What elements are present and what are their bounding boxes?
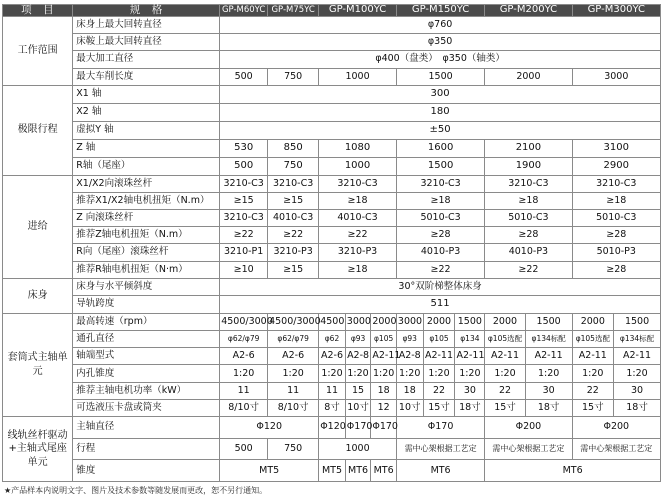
table-row	[3, 244, 661, 261]
cell-value: 1:20	[525, 365, 572, 382]
header-item: 项 目	[3, 5, 73, 17]
table-row	[3, 157, 661, 175]
cell-value: MT5	[319, 460, 346, 482]
cell-value: ≥15	[268, 261, 319, 278]
row-label: 行程	[73, 438, 220, 460]
cell-value: 1:20	[268, 365, 319, 382]
cell-value: φ760	[220, 17, 661, 34]
cell-value: A2-11	[371, 348, 397, 365]
cell-value: Φ120	[220, 416, 319, 438]
row-label: 内孔锥度	[73, 365, 220, 382]
cell-value: Φ170	[371, 416, 397, 438]
cell-value: 12	[371, 399, 397, 416]
cell-value: 3100	[572, 139, 660, 157]
cell-value: 1:20	[614, 365, 661, 382]
cell-value: 需中心架根据工艺定	[572, 438, 660, 460]
cell-value: 30	[525, 382, 572, 399]
cell-value: 750	[268, 157, 319, 175]
cell-value: 18寸	[614, 399, 661, 416]
table-row	[3, 278, 661, 295]
cell-value: 3000	[345, 313, 371, 330]
row-label: 锥度	[73, 460, 220, 482]
cell-value: 15寸	[485, 399, 525, 416]
cell-value: 需中心架根据工艺定	[396, 438, 484, 460]
cell-value: 530	[220, 139, 268, 157]
cell-value: 1:20	[319, 365, 346, 382]
cell-value: A2-8	[345, 348, 371, 365]
cell-value: 4010-C3	[268, 210, 319, 227]
cell-value: 750	[268, 68, 319, 85]
cell-value: φ105	[423, 331, 455, 348]
cell-value: 30	[455, 382, 485, 399]
cell-value: 5010-C3	[485, 210, 572, 227]
table-row	[3, 365, 661, 382]
cell-value: 1000	[319, 438, 397, 460]
cell-value: ≥18	[485, 192, 572, 209]
cell-value: 511	[220, 295, 661, 313]
table-row	[3, 382, 661, 399]
cell-value: 4010-P3	[485, 244, 572, 261]
table-row	[3, 17, 661, 34]
section-feed-title: 进给	[3, 175, 73, 278]
cell-value: ≥10	[220, 261, 268, 278]
cell-value: 2000	[485, 313, 525, 330]
cell-value: φ400（盘类） φ350（轴类）	[220, 51, 661, 68]
header-spec: 规 格	[73, 5, 220, 17]
cell-value: 180	[220, 103, 661, 121]
cell-value: 3000	[396, 313, 423, 330]
cell-value: Φ200	[485, 416, 572, 438]
cell-value: 500	[220, 157, 268, 175]
cell-value: 2000	[485, 68, 572, 85]
cell-value: MT5	[220, 460, 319, 482]
table-row	[3, 399, 661, 416]
cell-value: 8寸	[319, 399, 346, 416]
cell-value: 1:20	[455, 365, 485, 382]
row-label: Z 轴	[73, 139, 220, 157]
table-row	[3, 331, 661, 348]
cell-value: φ62	[319, 331, 346, 348]
model-header: GP-M100YC	[319, 5, 397, 17]
cell-value: 22	[423, 382, 455, 399]
cell-value: ≥15	[220, 192, 268, 209]
cell-value: 4500/3000	[268, 313, 319, 330]
cell-value: 2000	[371, 313, 397, 330]
cell-value: ≥18	[319, 261, 397, 278]
table-row	[3, 227, 661, 244]
cell-value: φ350	[220, 34, 661, 51]
cell-value: A2-6	[319, 348, 346, 365]
row-label: R轴（尾座）	[73, 157, 220, 175]
cell-value: ±50	[220, 121, 661, 139]
cell-value: 3210-C3	[485, 175, 572, 192]
cell-value: 30°双阶梯整体床身	[220, 278, 661, 295]
cell-value: 1500	[614, 313, 661, 330]
cell-value: A2-11	[455, 348, 485, 365]
table-row	[3, 438, 661, 460]
table-row	[3, 313, 661, 330]
cell-value: 3210-C3	[268, 175, 319, 192]
table-row	[3, 175, 661, 192]
row-label: Z 向滚珠丝杆	[73, 210, 220, 227]
cell-value: 2000	[423, 313, 455, 330]
row-label: 推荐主轴电机功率（kW）	[73, 382, 220, 399]
cell-value: MT6	[371, 460, 397, 482]
cell-value: φ134	[455, 331, 485, 348]
row-label: 最高转速（rpm）	[73, 313, 220, 330]
cell-value: MT6	[345, 460, 371, 482]
cell-value: 15	[345, 382, 371, 399]
cell-value: 3210-P1	[220, 244, 268, 261]
cell-value: ≥18	[319, 192, 397, 209]
table-row	[3, 460, 661, 482]
table-row	[3, 295, 661, 313]
cell-value: ≥22	[220, 227, 268, 244]
cell-value: 750	[268, 438, 319, 460]
row-label: 可选液压卡盘或筒夹	[73, 399, 220, 416]
cell-value: 18寸	[525, 399, 572, 416]
row-label: X2 轴	[73, 103, 220, 121]
cell-value: 4010-C3	[319, 210, 397, 227]
table-row	[3, 121, 661, 139]
cell-value: ≥22	[268, 227, 319, 244]
cell-value: A2-11	[525, 348, 572, 365]
cell-value: A2-11	[614, 348, 661, 365]
cell-value: 4010-P3	[396, 244, 484, 261]
table-row	[3, 34, 661, 51]
row-label: 轴端型式	[73, 348, 220, 365]
cell-value: Φ170	[345, 416, 371, 438]
cell-value: 1000	[319, 68, 397, 85]
model-header: GP-M200YC	[485, 5, 572, 17]
cell-value: 3210-P3	[268, 244, 319, 261]
cell-value: 5010-P3	[572, 244, 660, 261]
cell-value: 11	[319, 382, 346, 399]
cell-value: 2000	[572, 313, 614, 330]
footnote: ★产品样本内说明文字、图片及技术参数等随发展而更改，恕不另行通知。	[4, 486, 268, 495]
cell-value: 18	[371, 382, 397, 399]
cell-value: A2-11	[423, 348, 455, 365]
cell-value: 1600	[396, 139, 484, 157]
table-row	[3, 210, 661, 227]
cell-value: 3210-P3	[319, 244, 397, 261]
cell-value: 1500	[396, 157, 484, 175]
row-label: 推荐R轴电机扭矩（N·m）	[73, 261, 220, 278]
section-work-range-title: 工作范围	[3, 17, 73, 86]
cell-value: φ93	[396, 331, 423, 348]
cell-value: 1000	[319, 157, 397, 175]
table-row	[3, 139, 661, 157]
table-row	[3, 68, 661, 85]
table-row	[3, 103, 661, 121]
cell-value: ≥28	[572, 227, 660, 244]
cell-value: ≥18	[572, 192, 660, 209]
row-label: 推荐Z轴电机扭矩（N.m）	[73, 227, 220, 244]
row-label: 床鞍上最大回转直径	[73, 34, 220, 51]
cell-value: 1:20	[572, 365, 614, 382]
cell-value: 5010-C3	[396, 210, 484, 227]
table-row	[3, 261, 661, 278]
cell-value: 2900	[572, 157, 660, 175]
cell-value: A2-6	[268, 348, 319, 365]
cell-value: 22	[572, 382, 614, 399]
cell-value: φ134标配	[525, 331, 572, 348]
row-label: 导轨跨度	[73, 295, 220, 313]
cell-value: 4500	[319, 313, 346, 330]
cell-value: A2-11	[572, 348, 614, 365]
cell-value: 8/10寸	[268, 399, 319, 416]
cell-value: 4500/3000	[220, 313, 268, 330]
cell-value: 5010-C3	[572, 210, 660, 227]
cell-value: 1080	[319, 139, 397, 157]
cell-value: φ105	[371, 331, 397, 348]
cell-value: 3210-C3	[572, 175, 660, 192]
cell-value: 850	[268, 139, 319, 157]
cell-value: 30	[614, 382, 661, 399]
cell-value: A2-11	[485, 348, 525, 365]
cell-value: φ62/φ79	[268, 331, 319, 348]
cell-value: A2-6	[220, 348, 268, 365]
row-label: R向（尾座）滚珠丝杆	[73, 244, 220, 261]
cell-value: 3210-C3	[220, 175, 268, 192]
row-label: 床身上最大回转直径	[73, 17, 220, 34]
cell-value: 15寸	[423, 399, 455, 416]
cell-value: Φ120	[319, 416, 346, 438]
cell-value: 18寸	[455, 399, 485, 416]
row-label: 床身与水平倾斜度	[73, 278, 220, 295]
cell-value: 1:20	[345, 365, 371, 382]
cell-value: φ62/φ79	[220, 331, 268, 348]
cell-value: 1500	[396, 68, 484, 85]
cell-value: ≥28	[396, 227, 484, 244]
cell-value: 1:20	[485, 365, 525, 382]
cell-value: 3000	[572, 68, 660, 85]
model-header: GP-M300YC	[572, 5, 660, 17]
cell-value: ≥22	[396, 261, 484, 278]
cell-value: 1500	[525, 313, 572, 330]
cell-value: 500	[220, 68, 268, 85]
cell-value: 需中心架根据工艺定	[485, 438, 572, 460]
row-label: X1 轴	[73, 85, 220, 103]
cell-value: 8/10寸	[220, 399, 268, 416]
model-header: GP-M60YC	[220, 5, 268, 17]
cell-value: 15寸	[572, 399, 614, 416]
cell-value: 3210-C3	[220, 210, 268, 227]
table-row	[3, 348, 661, 365]
row-label: 主轴直径	[73, 416, 220, 438]
spec-table	[2, 4, 661, 482]
cell-value: 2100	[485, 139, 572, 157]
cell-value: 10寸	[396, 399, 423, 416]
cell-value: ≥15	[268, 192, 319, 209]
cell-value: MT6	[485, 460, 661, 482]
section-tailstock-title: 线轨丝杆驱动+主轴式尾座单元	[3, 416, 73, 481]
cell-value: 300	[220, 85, 661, 103]
cell-value: Φ200	[572, 416, 660, 438]
cell-value: φ134标配	[614, 331, 661, 348]
row-label: 通孔直径	[73, 331, 220, 348]
cell-value: 18	[396, 382, 423, 399]
table-row	[3, 85, 661, 103]
cell-value: ≥22	[485, 261, 572, 278]
cell-value: 10寸	[345, 399, 371, 416]
table-row	[3, 416, 661, 438]
header-row	[3, 5, 661, 17]
cell-value: 1:20	[220, 365, 268, 382]
table-row	[3, 51, 661, 68]
cell-value: 1900	[485, 157, 572, 175]
row-label: 最大加工直径	[73, 51, 220, 68]
cell-value: 500	[220, 438, 268, 460]
cell-value: 1500	[455, 313, 485, 330]
model-header: GP-M150YC	[396, 5, 484, 17]
cell-value: 1:20	[423, 365, 455, 382]
cell-value: 11	[220, 382, 268, 399]
row-label: 最大车削长度	[73, 68, 220, 85]
section-bed-title: 床身	[3, 278, 73, 313]
cell-value: ≥22	[319, 227, 397, 244]
cell-value: 3210-C3	[319, 175, 397, 192]
section-travel-title: 极限行程	[3, 85, 73, 175]
cell-value: 11	[268, 382, 319, 399]
row-label: X1/X2向滚珠丝杆	[73, 175, 220, 192]
section-spindle-title: 套筒式主轴单元	[3, 313, 73, 416]
model-header: GP-M75YC	[268, 5, 319, 17]
row-label: 虚拟Y 轴	[73, 121, 220, 139]
cell-value: 22	[485, 382, 525, 399]
cell-value: A2-8	[396, 348, 423, 365]
row-label: 推荐X1/X2轴电机扭矩（N.m）	[73, 192, 220, 209]
cell-value: MT6	[396, 460, 484, 482]
cell-value: 1:20	[371, 365, 397, 382]
cell-value: ≥28	[485, 227, 572, 244]
cell-value: 1:20	[396, 365, 423, 382]
cell-value: 3210-C3	[396, 175, 484, 192]
table-row	[3, 192, 661, 209]
cell-value: ≥28	[572, 261, 660, 278]
cell-value: φ105选配	[572, 331, 614, 348]
cell-value: φ105选配	[485, 331, 525, 348]
cell-value: φ93	[345, 331, 371, 348]
cell-value: Φ170	[396, 416, 484, 438]
cell-value: ≥18	[396, 192, 484, 209]
